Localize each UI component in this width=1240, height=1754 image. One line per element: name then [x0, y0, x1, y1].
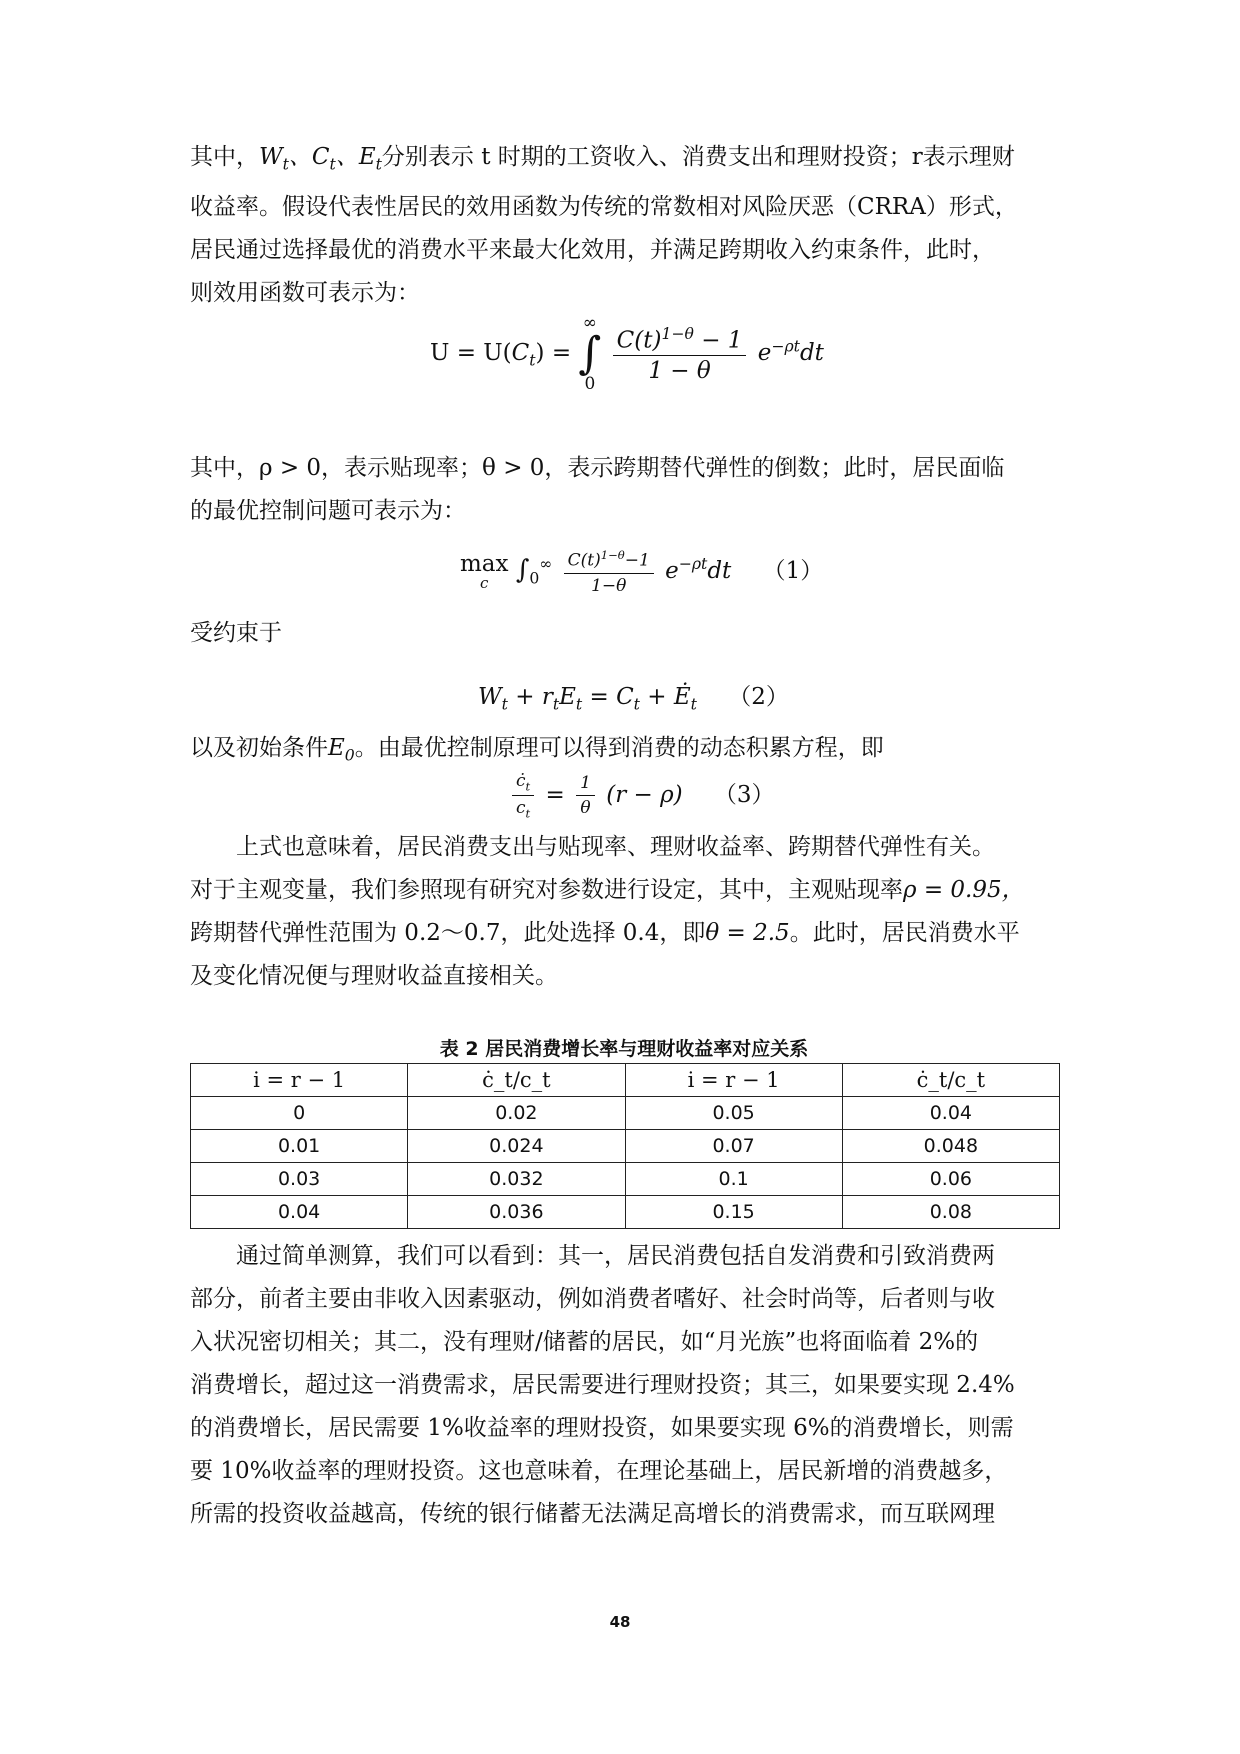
table-cell: 0.05 — [625, 1097, 842, 1130]
table-cell: 0.15 — [625, 1196, 842, 1229]
integral-sign-1: ∫ — [515, 554, 530, 585]
utility-equation: $U = U(C_t)$ = ∞ ∫ 0 $\frac{C(t)^{1-\theta} - 1}{1 - \theta}$ $e^{-\rho t}dt$ — [430, 313, 824, 394]
paragraph-4: 上式也意味着，居民消费支出与贴现率、理财收益率、跨期替代弹性有关。 对于主观变量，我们参照现有研究对参数进行设定，其中，主观贴现率ρ = 0.95， 跨期替代弹性范围为 0.2～0.7，此处选择 0.4，即θ = 2.5。此时，居民消费水平 及变化情况便与理财收益直接相关。 — [190, 826, 1058, 998]
table-cell: 0.06 — [842, 1163, 1059, 1196]
equation-number-2: （2） — [728, 684, 789, 710]
header-cell: i = r − 1 — [625, 1064, 842, 1097]
p1-line-1: 其中，$W_t$、$C_t$、$E_t$分别表示 t 时期的工资收入、消费支出和理财投资；r表示理财 — [190, 144, 1015, 174]
table-row — [191, 1163, 1060, 1196]
integral-sign: ∫ — [578, 328, 602, 379]
table-caption: 表 2 居民消费增长率与理财收益率对应关系 — [439, 1038, 809, 1060]
paragraph-2 — [190, 447, 1058, 533]
paragraph-3: 以及初始条件$E_0$。由最优控制原理可以得到消费的动态积累方程，即 — [190, 735, 884, 765]
data-table — [190, 1063, 1060, 1229]
table-row — [191, 1130, 1060, 1163]
equation-3: $\frac{ċ_t}{c_t}$ = $\frac{1}{\theta}$ (r − ρ) （3） — [508, 771, 775, 821]
integral-limits: ∞ ∫ 0 — [578, 313, 602, 394]
p1-line-2: 收益率。假设代表性居民的效用函数为传统的常数相对风险厌恶（CRRA）形式， — [190, 193, 1018, 220]
page-number: 48 — [609, 1613, 631, 1631]
table-cell: 0.08 — [842, 1196, 1059, 1229]
header-cell: i = r − 1 — [191, 1064, 408, 1097]
table-row — [191, 1097, 1060, 1130]
eq3-growth-fraction: $\frac{ċ_t}{c_t}$ — [512, 771, 534, 821]
p1-line-3: 居民通过选择最优的消费水平来最大化效用，并满足跨期收入约束条件，此时， — [190, 236, 995, 263]
equation-number-3: （3） — [713, 781, 775, 808]
equation-2: $W_t + r_tE_t = C_t$ + $Ė_t$ （2） — [478, 684, 789, 714]
paragraph-5: 通过简单测算，我们可以看到：其一，居民消费包括自发消费和引致消费两 部分，前者主要由非收入因素驱动，例如消费者嗜好、社会时尚等，后者则与收 入状况密切相关；其二，没有理财/储蓄的居民，如“月光族”也将面临着 2%的 消费增长，超过这一消费需求，居民需要进行理财投资；其三，如果要实现 2.4% 的消费增长，居民需要 1%收益率的理财投资，如果要实现 6%的消费增长，则需 要 10%收益率的理财投资。这也意味着，在理论基础上，居民新增的消费越多， 所需的投资收益越高，传统的银行储蓄无法满足高增长的消费需求，而互联网理 — [190, 1243, 1015, 1527]
p2-line-1: 其中，ρ > 0，表示贴现率；θ > 0，表示跨期替代弹性的倒数；此时，居民面临 — [190, 455, 1005, 481]
constraint-label: 受约束于 — [190, 620, 282, 646]
p1-line-4: 则效用函数可表示为： — [190, 279, 420, 306]
table-cell: 0.048 — [842, 1130, 1059, 1163]
header-cell: ċ_t/c_t — [842, 1064, 1059, 1097]
table-row — [191, 1196, 1060, 1229]
table-cell: 0.1 — [625, 1163, 842, 1196]
table-cell: 0 — [191, 1097, 408, 1130]
header-cell: ċ_t/c_t — [408, 1064, 625, 1097]
paragraph-1 — [190, 136, 1058, 315]
eq1-fraction: $\frac{C(t)^{1-\theta}-1}{1-\theta}$ — [564, 548, 654, 596]
max-operator: max c — [460, 550, 509, 592]
p4-line-1: 上式也意味着，居民消费支出与贴现率、理财收益率、跨期替代弹性有关。 — [236, 834, 995, 860]
p1-vars: $W_t$、$C_t$、$E_t$ — [259, 144, 382, 174]
equation-1: max c $\int_0^\infty$ $\frac{C(t)^{1-\theta}-1}{1-\theta}$ $e^{-\rho t}dt$ （1） — [460, 548, 824, 596]
table-cell: 0.03 — [191, 1163, 408, 1196]
p2-line-2: 的最优控制问题可表示为： — [190, 498, 466, 524]
utility-fraction: $\frac{C(t)^{1-\theta} - 1}{1 - \theta}$ — [613, 324, 747, 385]
table-cell: 0.07 — [625, 1130, 842, 1163]
table-cell: 0.032 — [408, 1163, 625, 1196]
table-cell: 0.024 — [408, 1130, 625, 1163]
table-header-row — [191, 1064, 1060, 1097]
equation-number-1: （1） — [762, 557, 824, 584]
table-cell: 0.04 — [191, 1196, 408, 1229]
eq3-inverse-theta: $\frac{1}{\theta}$ — [576, 773, 595, 818]
table-cell: 0.01 — [191, 1130, 408, 1163]
table-cell: 0.02 — [408, 1097, 625, 1130]
table-cell: 0.036 — [408, 1196, 625, 1229]
table-cell: 0.04 — [842, 1097, 1059, 1130]
